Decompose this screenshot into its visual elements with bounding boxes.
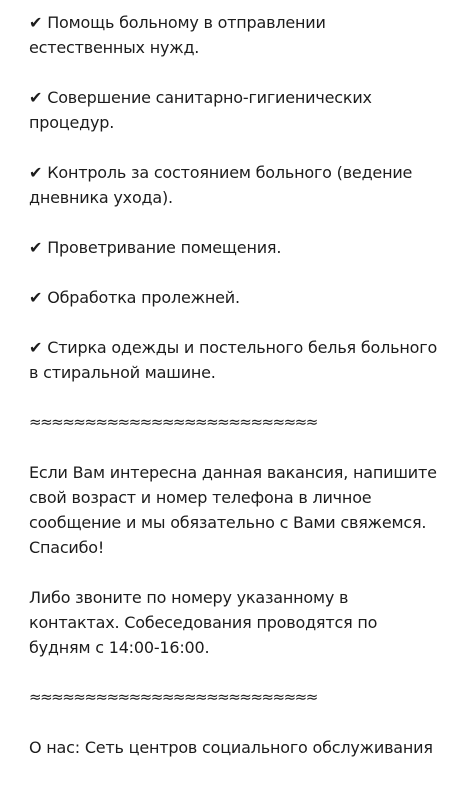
- phone-paragraph: Либо звоните по номеру указанному в контактах. Собеседования проводятся по будням с 14:00-16:00.: [29, 588, 378, 657]
- duty-item: [29, 10, 439, 60]
- duty-text: Стирка одежды и постельного белья больного в стиральной машине.: [29, 338, 438, 382]
- checkmark-icon: ✔: [29, 238, 43, 257]
- duty-text: Контроль за состоянием больного (ведение дневника ухода).: [29, 163, 413, 207]
- duty-item: [29, 235, 439, 260]
- checkmark-icon: ✔: [29, 13, 43, 32]
- duty-text: Помощь больному в отправлении естественных нужд.: [29, 13, 326, 57]
- duty-item: [29, 285, 439, 310]
- duty-text: Обработка пролежней.: [47, 288, 240, 307]
- about-paragraph: О нас: Сеть центров социального обслуживания: [29, 738, 433, 757]
- checkmark-icon: ✔: [29, 88, 43, 107]
- divider: ≈≈≈≈≈≈≈≈≈≈≈≈≈≈≈≈≈≈≈≈≈≈≈≈≈≈: [29, 413, 317, 431]
- checkmark-icon: ✔: [29, 163, 43, 182]
- checkmark-icon: ✔: [29, 288, 43, 307]
- divider: ≈≈≈≈≈≈≈≈≈≈≈≈≈≈≈≈≈≈≈≈≈≈≈≈≈≈: [29, 688, 317, 706]
- duty-text: Проветривание помещения.: [47, 238, 282, 257]
- contact-paragraph: Если Вам интересна данная вакансия, напишите свой возраст и номер телефона в личное сообщение и мы обязательно с Вами свяжемся. Спасибо!: [29, 463, 437, 557]
- duty-item: [29, 335, 439, 385]
- checkmark-icon: ✔: [29, 338, 43, 357]
- post-body: [29, 10, 439, 785]
- duty-text: Совершение санитарно-гигиенических процедур.: [29, 88, 372, 132]
- duty-item: [29, 160, 439, 210]
- duty-item: [29, 85, 439, 135]
